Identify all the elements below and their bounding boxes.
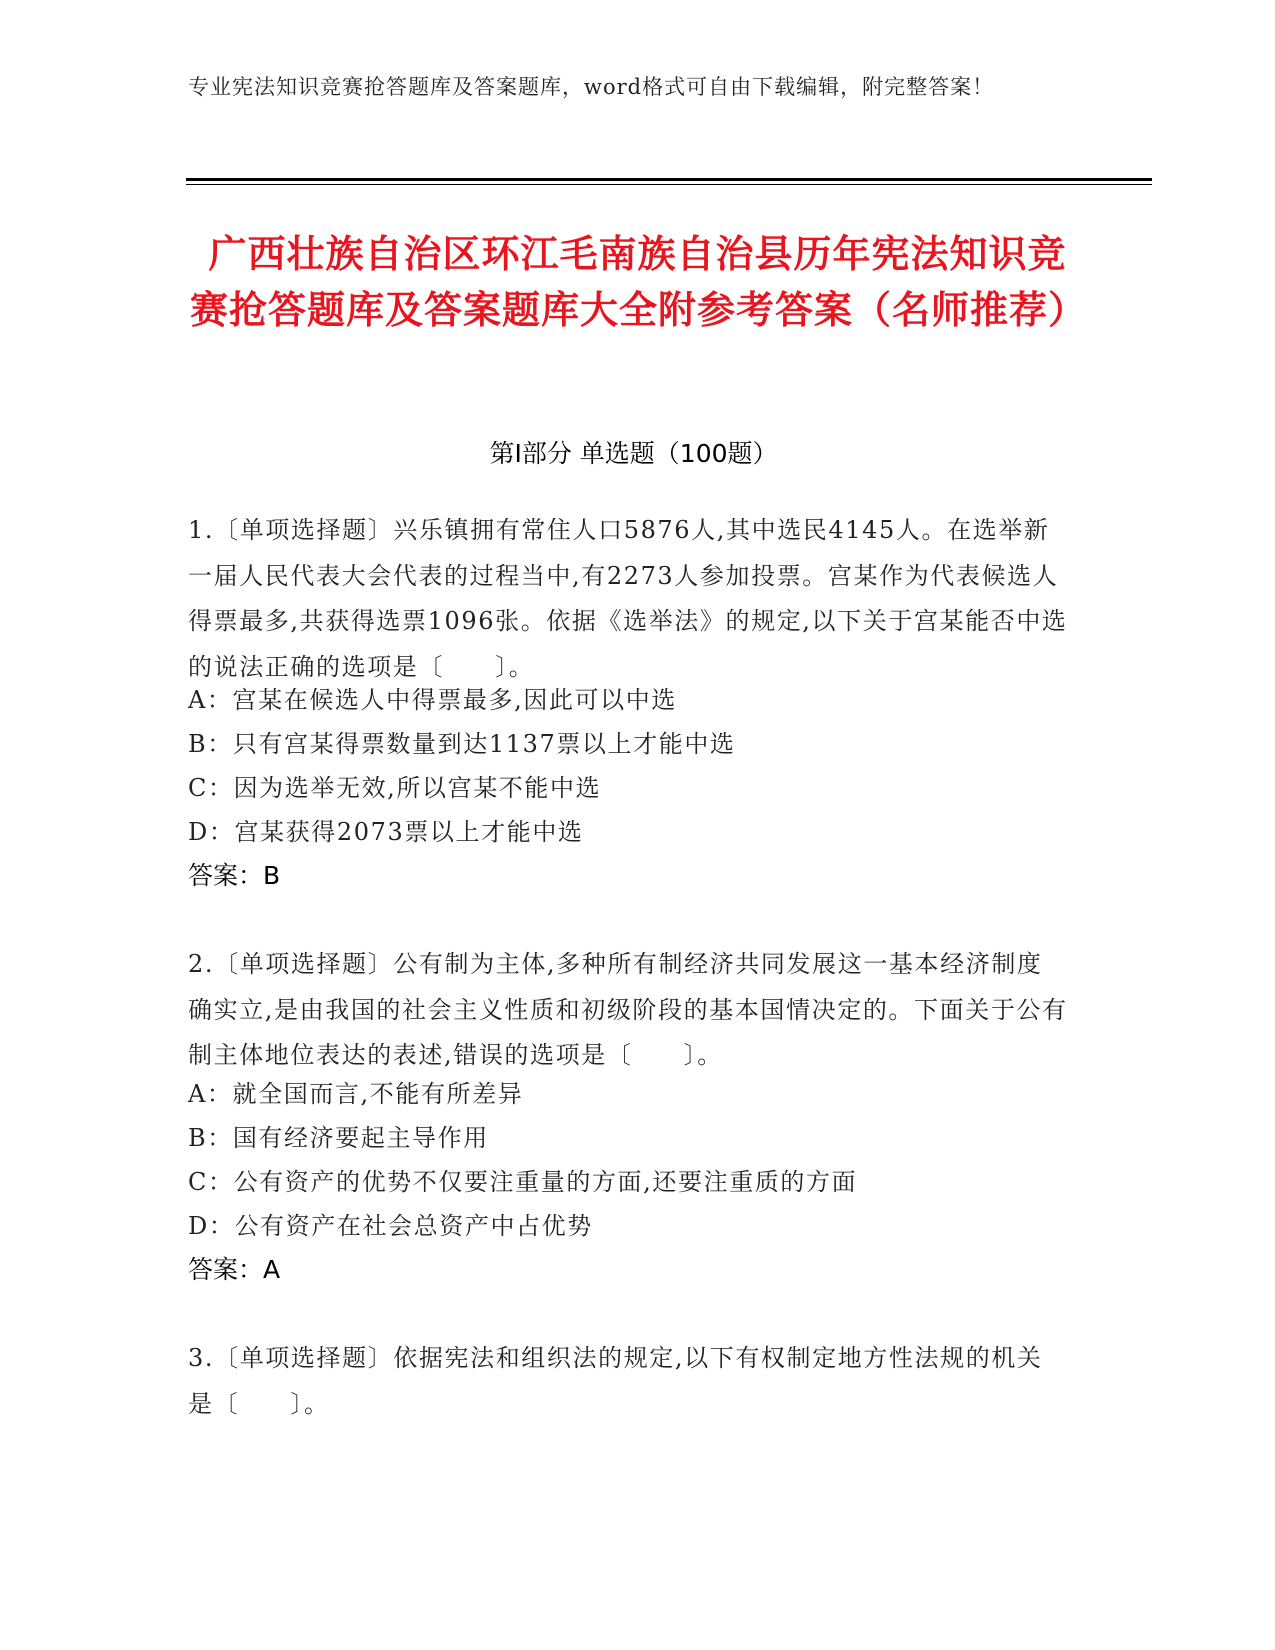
header-rule-thin [186, 184, 1152, 185]
question-2-option-c: C：公有资产的优势不仅要注重量的方面,还要注重质的方面 [188, 1168, 858, 1196]
document-title: 广西壮族自治区环江毛南族自治县历年宪法知识竞赛抢答题库及答案题库大全附参考答案（名师推荐） [190, 232, 1088, 332]
question-1-option-a: A：宫某在候选人中得票最多,因此可以中选 [188, 686, 677, 714]
question-2-option-d: D：公有资产在社会总资产中占优势 [188, 1212, 593, 1240]
question-1-text: 1.〔单项选择题〕兴乐镇拥有常住人口5876人,其中选民4145人。在选举新一届人民代表大会代表的过程当中,有2273人参加投票。宫某作为代表候选人得票最多,共获得选票1096张。依据《选举法》的规定,以下关于宫某能否中选的说法正确的选项是〔 〕。 [188, 516, 1068, 681]
question-3-text: 3.〔单项选择题〕依据宪法和组织法的规定,以下有权制定地方性法规的机关是〔 〕。 [188, 1344, 1043, 1418]
question-2-answer: 答案：A [188, 1255, 281, 1284]
question-2-option-a: A：就全国而言,不能有所差异 [188, 1080, 524, 1108]
section-heading: 第Ⅰ部分 单选题（100题） [489, 439, 778, 468]
header-note: 专业宪法知识竞赛抢答题库及答案题库，word格式可自由下载编辑，附完整答案！ [188, 75, 995, 99]
question-2-text: 2.〔单项选择题〕公有制为主体,多种所有制经济共同发展这一基本经济制度确实立,是由我国的社会主义性质和初级阶段的基本国情决定的。下面关于公有制主体地位表达的表述,错误的选项是〔 〕。 [188, 950, 1068, 1069]
question-1-option-c: C：因为选举无效,所以宫某不能中选 [188, 774, 602, 802]
question-1-option-b: B：只有宫某得票数量到达1137票以上才能中选 [188, 730, 736, 758]
header-rule-thick [186, 178, 1152, 181]
question-1-answer: 答案：B [188, 861, 281, 890]
question-1-option-d: D：宫某获得2073票以上才能中选 [188, 818, 584, 846]
question-2-option-b: B：国有经济要起主导作用 [188, 1124, 489, 1152]
